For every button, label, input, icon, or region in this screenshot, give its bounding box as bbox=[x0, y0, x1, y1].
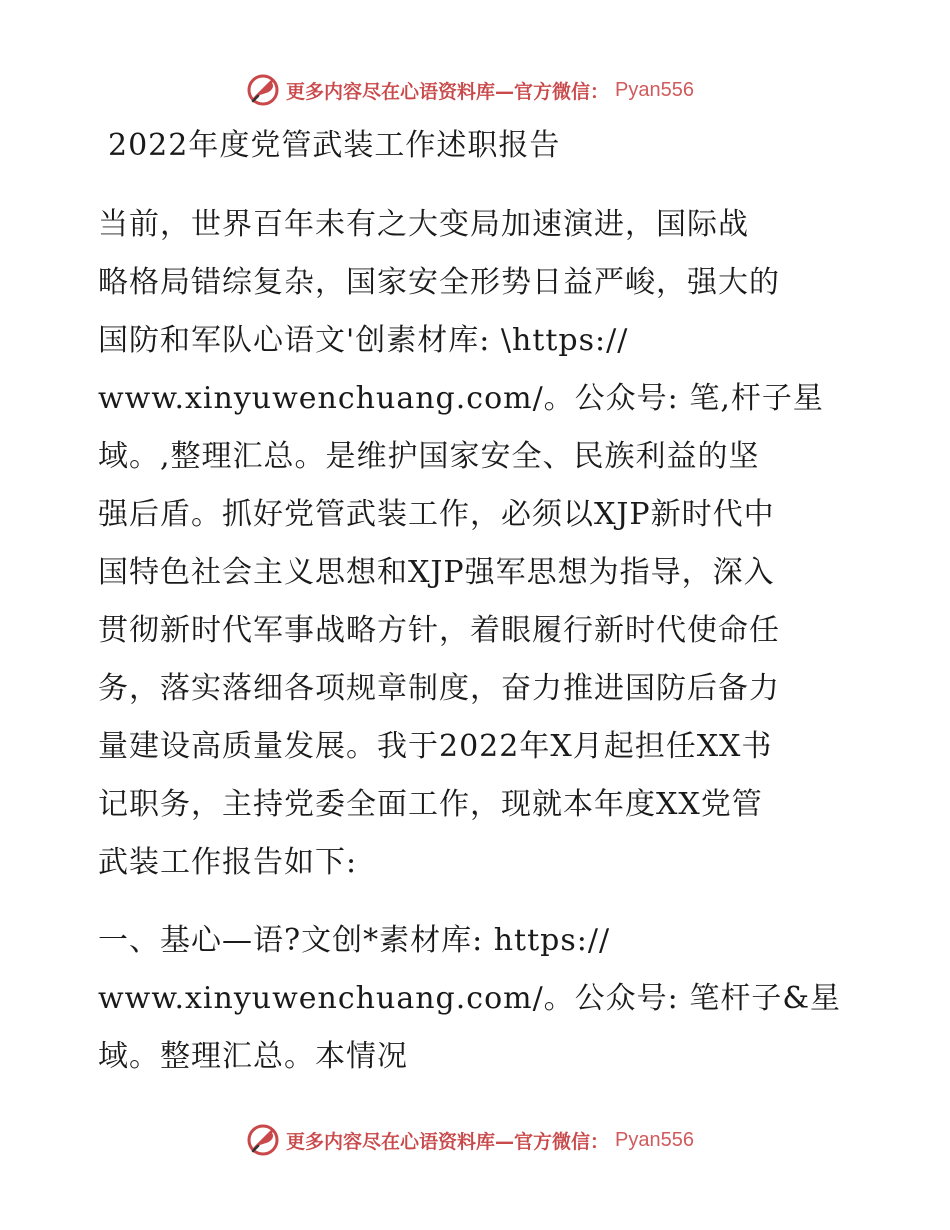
paragraph-line: 略格局错综复杂，国家安全形势日益严峻，强大的 bbox=[98, 265, 780, 300]
watermark-text: 更多内容尽在心语资料库—官方微信： bbox=[286, 1130, 610, 1153]
paragraph-line: 务，落实落细各项规章制度，奋力推进国防后备力 bbox=[98, 671, 780, 706]
section-line: 一、基心—语?文创*素材库: https:// bbox=[98, 923, 611, 958]
quill-pen-logo-icon bbox=[246, 73, 280, 107]
watermark-footer bbox=[0, 1120, 950, 1160]
watermark-account: Pyan556 bbox=[615, 78, 694, 101]
paragraph-line: 量建设高质量发展。我于2022年X月起担任XX书 bbox=[98, 729, 773, 764]
paragraph-line: 域。,整理汇总。是维护国家安全、民族利益的坚 bbox=[98, 439, 760, 474]
watermark-footer-inner bbox=[246, 1123, 694, 1157]
watermark-text: 更多内容尽在心语资料库—官方微信： bbox=[286, 80, 610, 103]
intro-paragraph bbox=[98, 196, 858, 892]
watermark-header bbox=[0, 70, 950, 110]
paragraph-line: 国防和军队心语文'创素材库: \https:// bbox=[98, 323, 629, 358]
paragraph-line: 国特色社会主义思想和XJP强军思想为指导，深入 bbox=[98, 555, 775, 590]
quill-pen-logo-icon bbox=[246, 1123, 280, 1157]
paragraph-line: 强后盾。抓好党管武装工作，必须以XJP新时代中 bbox=[98, 497, 775, 532]
section-line: 域。整理汇总。本情况 bbox=[98, 1039, 408, 1074]
section-heading-paragraph bbox=[98, 912, 858, 1086]
paragraph-line: 记职务，主持党委全面工作，现就本年度XX党管 bbox=[98, 787, 763, 822]
document-title: 2022年度党管武装工作述职报告 bbox=[108, 128, 561, 163]
section-line: www.xinyuwenchuang.com/。公众号: 笔杆子&星 bbox=[98, 981, 842, 1016]
paragraph-line: 当前，世界百年未有之大变局加速演进，国际战 bbox=[98, 207, 749, 242]
watermark-account: Pyan556 bbox=[615, 1128, 694, 1151]
watermark-header-inner bbox=[246, 73, 694, 107]
paragraph-line: 武装工作报告如下: bbox=[98, 845, 358, 880]
paragraph-line: www.xinyuwenchuang.com/。公众号: 笔,杆子星 bbox=[98, 381, 824, 416]
paragraph-line: 贯彻新时代军事战略方针，着眼履行新时代使命任 bbox=[98, 613, 780, 648]
